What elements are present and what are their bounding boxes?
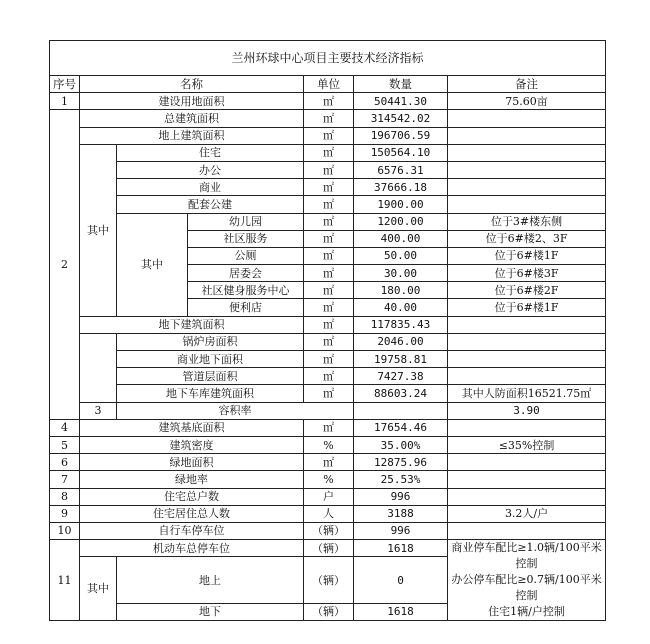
- table-row: [50, 368, 606, 385]
- row-name: 建筑密度: [80, 436, 304, 453]
- row-name: 管道层面积: [117, 368, 304, 385]
- row-name: 便利店: [188, 299, 304, 316]
- table-row: [50, 93, 606, 110]
- row-qty: 996: [354, 522, 448, 539]
- row-note: 3.2人/户: [448, 505, 606, 522]
- row-name: 住宅居住总人数: [80, 505, 304, 522]
- table-row: [50, 419, 606, 436]
- row-note: [448, 127, 606, 144]
- parking-note-line: 办公停车配比≥0.7辆/100平米控制: [451, 573, 602, 603]
- row-qty: 1618: [354, 603, 448, 620]
- row-name: 社区健身服务中心: [188, 282, 304, 299]
- row-qty: 150564.10: [354, 144, 448, 161]
- row-unit: [354, 402, 448, 419]
- row-name: 地下: [117, 603, 304, 620]
- table-row: [50, 385, 606, 402]
- row-unit: 户: [304, 488, 354, 505]
- row-seq: 4: [50, 419, 80, 436]
- row-unit: ㎡: [304, 93, 354, 110]
- header-row: [50, 76, 606, 93]
- row-qty: 314542.02: [354, 110, 448, 127]
- indicator-table: [49, 40, 606, 621]
- row-qty: 40.00: [354, 299, 448, 316]
- row-seq: 10: [50, 522, 80, 539]
- row-note: [448, 333, 606, 350]
- header-seq: 序号: [50, 76, 80, 93]
- row-name: 住宅总户数: [80, 488, 304, 505]
- row-name: 地上: [117, 557, 304, 604]
- group-label-blank: [80, 333, 117, 402]
- table-row: [50, 110, 606, 127]
- row-qty: 12875.96: [354, 454, 448, 471]
- row-seq: 5: [50, 436, 80, 453]
- row-note: [448, 179, 606, 196]
- table-row: [50, 505, 606, 522]
- title-row: [50, 41, 606, 76]
- row-unit: ㎡: [304, 351, 354, 368]
- row-qty: 400.00: [354, 230, 448, 247]
- table-row: [50, 402, 606, 419]
- row-note: [448, 196, 606, 213]
- row-unit: ㎡: [304, 127, 354, 144]
- row-note: [448, 471, 606, 488]
- row-seq: 9: [50, 505, 80, 522]
- group-label: 其中: [80, 557, 117, 621]
- row-name: 绿地率: [80, 471, 304, 488]
- row-note: [448, 488, 606, 505]
- row-note: [448, 454, 606, 471]
- row-qty: 1200.00: [354, 213, 448, 230]
- table-row: [50, 454, 606, 471]
- row-unit: ㎡: [304, 230, 354, 247]
- row-unit: ㎡: [304, 161, 354, 178]
- row-note: [448, 419, 606, 436]
- row-unit: ㎡: [304, 419, 354, 436]
- row-qty: 88603.24: [354, 385, 448, 402]
- row-seq: 6: [50, 454, 80, 471]
- row-unit: （辆）: [304, 540, 354, 557]
- row-note: 位于6#楼3F: [448, 265, 606, 282]
- row-qty: 50441.30: [354, 93, 448, 110]
- row-name: 商业: [117, 179, 304, 196]
- row-name: 配套公建: [117, 196, 304, 213]
- row-qty: 117835.43: [354, 316, 448, 333]
- row-qty: 3.90: [448, 402, 606, 419]
- row-unit: ㎡: [304, 110, 354, 127]
- row-name: 幼儿园: [188, 213, 304, 230]
- parking-note: [448, 540, 606, 621]
- table-row: [50, 144, 606, 161]
- row-name: 办公: [117, 161, 304, 178]
- table-row: [50, 471, 606, 488]
- row-unit: ㎡: [304, 299, 354, 316]
- row-note: [448, 522, 606, 539]
- table-row: [50, 196, 606, 213]
- row-note: [448, 110, 606, 127]
- row-qty: 996: [354, 488, 448, 505]
- row-unit: %: [304, 471, 354, 488]
- row-qty: 25.53%: [354, 471, 448, 488]
- table-row: [50, 351, 606, 368]
- row-qty: 7427.38: [354, 368, 448, 385]
- row-qty: 2046.00: [354, 333, 448, 350]
- table-row: [50, 540, 606, 557]
- row-unit: ㎡: [304, 333, 354, 350]
- row-seq: 11: [50, 540, 80, 621]
- header-qty: 数量: [354, 76, 448, 93]
- row-seq: 7: [50, 471, 80, 488]
- row-qty: 17654.46: [354, 419, 448, 436]
- row-name: 地下车库建筑面积: [117, 385, 304, 402]
- row-qty: 1618: [354, 540, 448, 557]
- header-unit: 单位: [304, 76, 354, 93]
- row-qty: 1900.00: [354, 196, 448, 213]
- row-name: 建设用地面积: [80, 93, 304, 110]
- row-name: 公厕: [188, 247, 304, 264]
- header-name: 名称: [80, 76, 304, 93]
- row-note: 位于3#楼东侧: [448, 213, 606, 230]
- row-unit: ㎡: [304, 144, 354, 161]
- row-unit: %: [304, 436, 354, 453]
- row-seq: 8: [50, 488, 80, 505]
- row-name: 地上建筑面积: [80, 127, 304, 144]
- row-name: 住宅: [117, 144, 304, 161]
- row-note: 位于6#楼2、3F: [448, 230, 606, 247]
- document-page: [49, 40, 606, 621]
- row-unit: ㎡: [304, 265, 354, 282]
- table-row: [50, 213, 606, 230]
- row-qty: 196706.59: [354, 127, 448, 144]
- row-qty: 0: [354, 557, 448, 604]
- row-note: 位于6#楼2F: [448, 282, 606, 299]
- table-row: [50, 161, 606, 178]
- parking-note-line: 住宅1辆/户控制: [488, 605, 565, 619]
- row-name: 绿地面积: [80, 454, 304, 471]
- row-qty: 6576.31: [354, 161, 448, 178]
- row-unit: ㎡: [304, 179, 354, 196]
- table-row: [50, 522, 606, 539]
- row-unit: （辆）: [304, 603, 354, 620]
- row-qty: 30.00: [354, 265, 448, 282]
- row-note: [448, 144, 606, 161]
- table-row: [50, 179, 606, 196]
- row-name: 总建筑面积: [80, 110, 304, 127]
- row-note: [448, 316, 606, 333]
- row-name: 容积率: [117, 402, 354, 419]
- row-unit: ㎡: [304, 213, 354, 230]
- row-note: 75.60亩: [448, 93, 606, 110]
- row-note: [448, 161, 606, 178]
- row-name: 自行车停车位: [80, 522, 304, 539]
- table-row: [50, 316, 606, 333]
- row-unit: ㎡: [304, 385, 354, 402]
- row-seq: 2: [50, 110, 80, 419]
- row-seq: 1: [50, 93, 80, 110]
- row-unit: ㎡: [304, 368, 354, 385]
- row-unit: ㎡: [304, 196, 354, 213]
- row-name: 建筑基底面积: [80, 419, 304, 436]
- header-note: 备注: [448, 76, 606, 93]
- row-qty: 37666.18: [354, 179, 448, 196]
- row-unit: 人: [304, 505, 354, 522]
- row-name: 锅炉房面积: [117, 333, 304, 350]
- row-note: 其中人防面积16521.75㎡: [448, 385, 606, 402]
- table-row: [50, 127, 606, 144]
- table-row: [50, 436, 606, 453]
- row-unit: ㎡: [304, 282, 354, 299]
- row-name: 机动车总停车位: [80, 540, 304, 557]
- row-note: 位于6#楼1F: [448, 247, 606, 264]
- row-seq: 3: [80, 402, 117, 419]
- row-qty: 3188: [354, 505, 448, 522]
- table-row: [50, 333, 606, 350]
- table-title: 兰州环球中心项目主要技术经济指标: [50, 41, 606, 76]
- row-note: ≤35%控制: [448, 436, 606, 453]
- group-label: 其中: [117, 213, 188, 316]
- row-unit: ㎡: [304, 247, 354, 264]
- row-note: [448, 351, 606, 368]
- row-name: 地下建筑面积: [80, 316, 304, 333]
- row-name: 社区服务: [188, 230, 304, 247]
- row-note: 位于6#楼1F: [448, 299, 606, 316]
- row-unit: （辆）: [304, 522, 354, 539]
- parking-note-line: 商业停车配比≥1.0辆/100平米控制: [451, 541, 602, 571]
- row-qty: 19758.81: [354, 351, 448, 368]
- row-unit: （辆）: [304, 557, 354, 604]
- group-label: 其中: [80, 144, 117, 316]
- table-row: [50, 488, 606, 505]
- row-qty: 50.00: [354, 247, 448, 264]
- row-name: 居委会: [188, 265, 304, 282]
- row-qty: 35.00%: [354, 436, 448, 453]
- row-name: 商业地下面积: [117, 351, 304, 368]
- row-qty: 180.00: [354, 282, 448, 299]
- row-unit: ㎡: [304, 454, 354, 471]
- row-note: [448, 368, 606, 385]
- row-unit: ㎡: [304, 316, 354, 333]
